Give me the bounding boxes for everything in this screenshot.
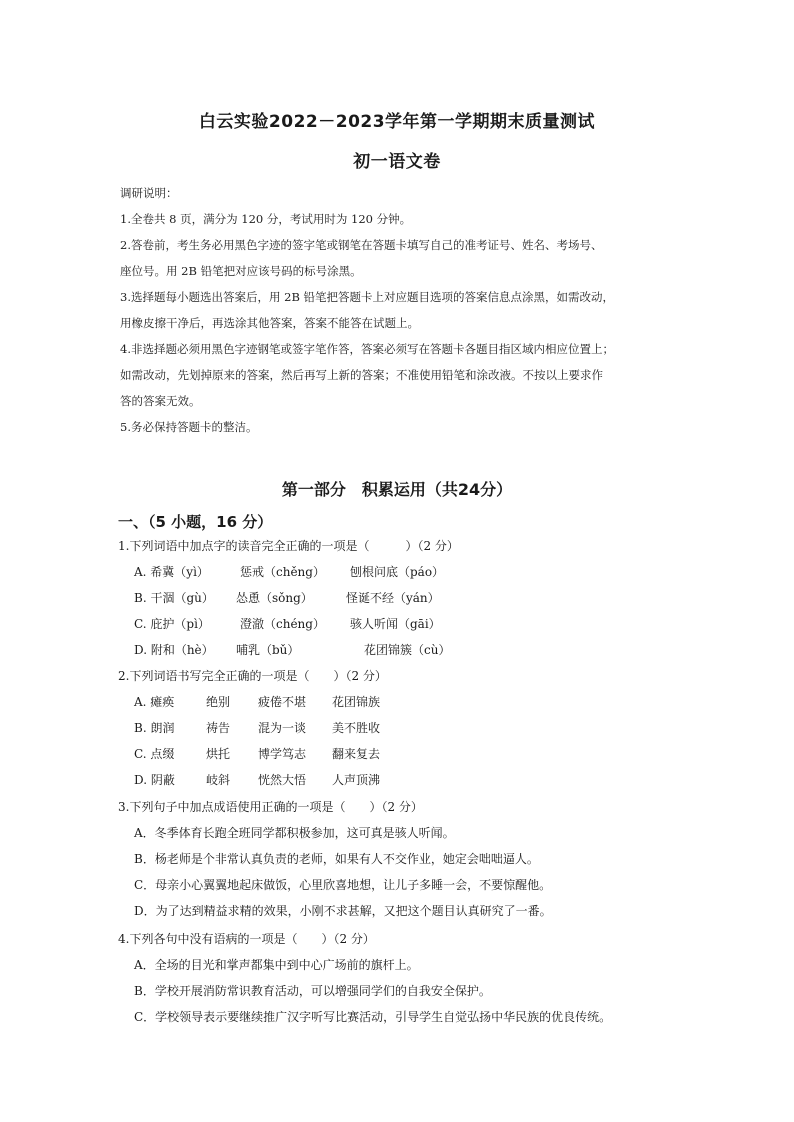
option-cell: 花团锦族 (332, 695, 381, 709)
option-cell: A. 希冀（yì） (134, 565, 209, 579)
question-stem-3: 3.下列句子中加点成语使用正确的一项是（ ）（2 分） (118, 800, 423, 814)
option-cell: 哺乳（bǔ） (236, 643, 300, 657)
instruction-line: 座位号。用 2B 铅笔把对应该号码的标号涂黑。 (120, 264, 362, 278)
q3-option-d: D．为了达到精益求精的效果，小刚不求甚解，又把这个题目认真研究了一番。 (134, 904, 552, 918)
question-stem-1: 1.下列词语中加点字的读音完全正确的一项是（ ）（2 分） (118, 539, 459, 553)
question-stem-4: 4.下列各句中没有语病的一项是（ ）（2 分） (118, 932, 375, 946)
instruction-line: 4.非选择题必须用黑色字迹钢笔或签字笔作答，答案必须写在答题卡各题目指区域内相应位置上； (120, 342, 614, 356)
q4-option-b: B．学校开展消防常识教育活动，可以增强同学们的自我安全保护。 (134, 984, 491, 998)
instruction-line: 1.全卷共 8 页，满分为 120 分，考试用时为 120 分钟。 (120, 212, 412, 226)
option-cell: C. 点缀 (134, 747, 175, 761)
exam-title: 白云实验2022－2023学年第一学期期末质量测试 (198, 112, 596, 132)
option-cell: 岐斜 (206, 773, 231, 787)
option-cell: C. 庇护（pì） (134, 617, 210, 631)
q3-option-a: A．冬季体育长跑全班同学都积极参加，这可真是骇人听闻。 (134, 826, 455, 840)
option-cell: 绝别 (206, 695, 231, 709)
option-cell: 美不胜收 (332, 721, 381, 735)
question-stem-2: 2.下列词语书写完全正确的一项是（ ）（2 分） (118, 669, 387, 683)
option-cell: 惩戒（chěng） (240, 565, 325, 579)
option-cell: 刨根问底（páo） (350, 565, 445, 579)
option-cell: 博学笃志 (258, 747, 307, 761)
part-title: 第一部分 积累运用（共24分） (281, 480, 513, 499)
option-cell: 翻来复去 (332, 747, 381, 761)
instruction-line: 2.答卷前，考生务必用黑色字迹的签字笔或钢笔在答题卡填写自己的准考证号、姓名、考场号、 (120, 238, 603, 252)
q3-option-c: C．母亲小心翼翼地起床做饭，心里欣喜地想，让儿子多睡一会，不要惊醒他。 (134, 878, 552, 892)
section-title: 一、（5 小题，16 分） (118, 513, 273, 531)
instruction-line: 用橡皮擦干净后，再选涂其他答案，答案不能答在试题上。 (120, 316, 419, 330)
option-cell: 人声顶沸 (332, 773, 381, 787)
q3-option-b: B．杨老师是个非常认真负责的老师，如果有人不交作业，她定会咄咄逼人。 (134, 852, 539, 866)
option-cell: B. 干涸（gù） (134, 591, 214, 605)
q4-option-c: C．学校领导表示要继续推广汉字听写比赛活动，引导学生自觉弘扬中华民族的优良传统。 (134, 1010, 612, 1024)
option-cell: 澄澈（chéng） (240, 617, 325, 631)
option-cell: 祷告 (206, 721, 231, 735)
option-cell: 烘托 (206, 747, 231, 761)
instruction-line: 3.选择题每小题选出答案后，用 2B 铅笔把答题卡上对应题目选项的答案信息点涂黑，如需改动， (120, 290, 615, 304)
option-cell: 怂恿（sǒng） (236, 591, 313, 605)
instruction-line: 5.务必保持答题卡的整洁。 (120, 420, 258, 434)
option-cell: D. 附和（hè） (134, 643, 214, 657)
q4-option-a: A．全场的目光和掌声都集中到中心广场前的旗杆上。 (134, 958, 419, 972)
option-cell: A. 瘫痪 (134, 695, 175, 709)
option-cell: 疲倦不堪 (258, 695, 307, 709)
option-cell: 混为一谈 (258, 721, 307, 735)
option-cell: D. 阴蔽 (134, 773, 175, 787)
option-cell: 骇人听闻（gāi） (350, 617, 441, 631)
instructions-heading: 调研说明： (120, 186, 178, 200)
instruction-line: 答的答案无效。 (120, 394, 201, 408)
option-cell: 恍然大悟 (258, 773, 307, 787)
option-cell: 怪诞不经（yán） (346, 591, 440, 605)
option-cell: B. 朗润 (134, 721, 175, 735)
option-cell: 花团锦簇（cù） (364, 643, 451, 657)
instruction-line: 如需改动，先划掉原来的答案，然后再写上新的答案；不准使用铅笔和涂改液。不按以上要求作 (120, 368, 603, 382)
instructions (120, 180, 680, 440)
exam-subtitle: 初一语文卷 (353, 152, 441, 172)
